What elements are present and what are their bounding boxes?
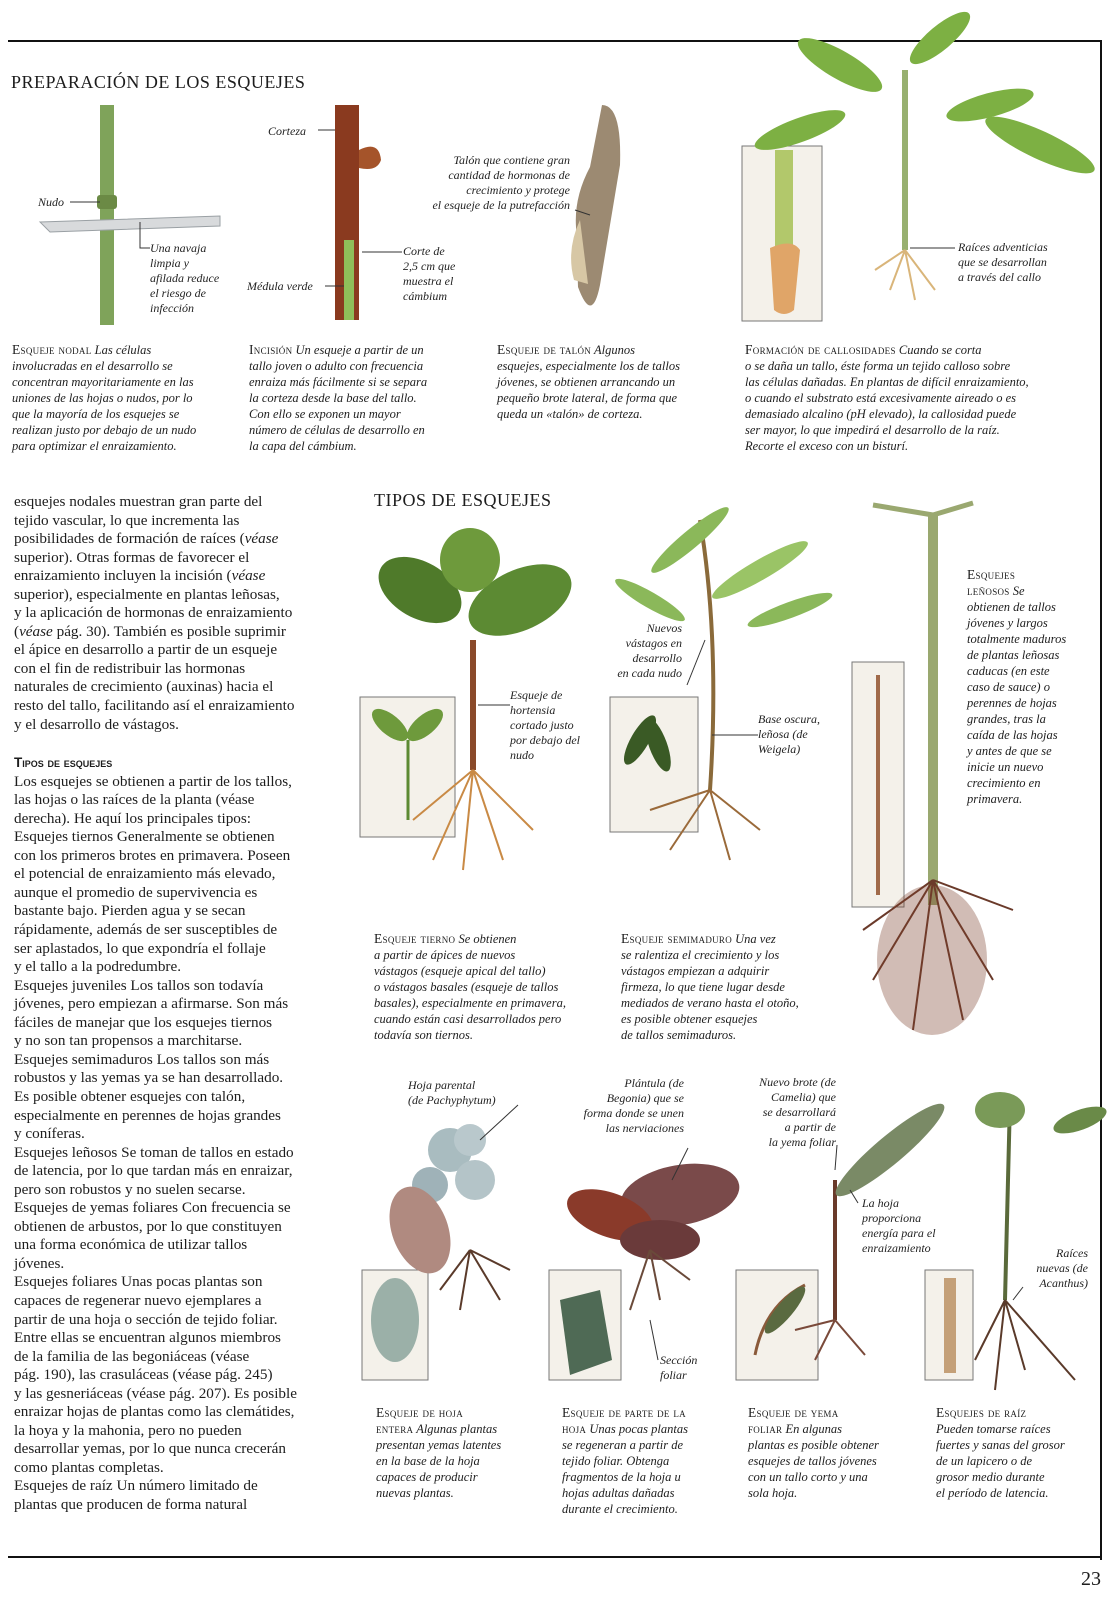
heel-cutting-illustration (571, 105, 620, 306)
label-medula: Médula verde (247, 279, 313, 293)
label-corte: Corte de 2,5 cm que muestra el cámbium (403, 244, 456, 303)
section-title-preparacion: PREPARACIÓN DE LOS ESQUEJES (11, 72, 306, 92)
caption-esqueje-semimaduro: Esqueje semimaduro Una vez se ralentiza el crecimiento y los vástagos empiezan a adquirir firmeza, lo que tiene lugar desde mediados de verano hasta el otoño, es posible obtener esquejes de tallos semimaduros. (621, 931, 799, 1042)
caption-esquejes-lenosos: Esquejes leñosos Se obtienen de tallos jóvenes y largos totalmente maduros de plantas leñosas caducas (en este caso de sauce) o perennes de hojas grandes, tras la caída de las hojas y antes de que se inicie un nuevo crecimiento en primavera. (967, 567, 1067, 806)
label-raices-adventicias: Raíces adventicias que se desarrollan a través del callo (958, 240, 1048, 284)
caption-esqueje-nodal: Esqueje nodal Las células involucradas en el desarrollo se concentran mayoritariamente en las uniones de las hojas o nudos, por lo que la mayoría de los esquejes se realizan justo por debajo de un nudo para optimizar el enraizamiento. (12, 342, 197, 453)
label-hortensia: Esqueje de hortensia cortado justo por debajo del nudo (510, 688, 580, 762)
section-title-tipos: TIPOS DE ESQUEJES (374, 490, 552, 510)
caption-esqueje-talon: Esqueje de talón Algunos esquejes, especialmente los de tallos jóvenes, se obtienen arrancando un pequeño brote lateral, de forma que queda un «talón» de corteza. (497, 342, 680, 421)
pachyphytum-leaf-illustration (362, 1124, 510, 1380)
label-seccion-foliar: Sección foliar (660, 1353, 698, 1382)
begonia-leaf-illustration (549, 1155, 744, 1380)
body-text-column (14, 493, 354, 1515)
caption-parte-hoja: Esqueje de parte de la hoja Unas pocas plantas se regeneran a partir de tejido foliar. Obtenga fragmentos de la hoja u hojas adultas dañadas durante el crecimiento. (562, 1405, 688, 1516)
label-base-oscura: Base oscura, leñosa (de Weigela) (758, 712, 820, 756)
body-paragraph-2: Los esquejes se obtienen a partir de los tallos, las hojas o las raíces de la planta (véase derecha). He aquí los principales tipos: Esquejes tiernos Generalmente se obtienen con los primeros brotes en primavera. Poseen el potencial de enraizamiento más elevado, aunque el promedio de supervivencia es bastante bajo. Pierden agua y se secan rápidamente, además de ser susceptibles de ser aplastados, lo que expondría el follaje y el tallo a la podredumbre. Esquejes juveniles Los tallos son todavía jóvenes, pero empiezan a afirmarse. Son más fáciles de manejar que los esquejes tiernos y no son tan propensos a marchitarse. Esquejes semimaduros Los tallos son más robustos y las yemas ya se han desarrollado. Es posible obtener esquejes con talón, especialmente en perennes de hojas grandes y coníferas. Esquejes leñosos Se toman de tallos en estado de latencia, por lo que tardan más en enraizar, pero son robustos y no suelen secarse. Esquejes de yemas foliares Con frecuencia se obtienen de arbustos, por lo que constituyen una forma económica de utilizar tallos jóvenes. Esquejes foliares Unas pocas plantas son capaces de regenerar nuevo ejemplares a partir de una hoja o sección de tejido foliar. Entre ellas se encuentran algunos miembros de la familia de las begoniáceas (véase pág. 190), las crasuláceas (véase pág. 245) y las gesneriáceas (véase pág. 207). Es posible enraizar hojas de plantas como las clemátides, la hoya y la mahonia, pero no pueden desarrollar yemas, por lo que nunca crecerán como plantas completas. Esquejes de raíz Un número limitado de plantas que producen de forma natural (14, 772, 297, 1513)
label-raices-nuevas: Raíces nuevas (de Acanthus) (1036, 1246, 1088, 1290)
label-plantula: Plántula (de Begonia) que se forma donde se unen las nerviaciones (583, 1076, 684, 1135)
caption-hoja-entera: Esqueje de hoja entera Algunas plantas presentan yemas latentes en la base de la hoja capaces de producir nuevas plantas. (376, 1405, 502, 1500)
label-nuevo-brote: Nuevo brote (de Camelia) que se desarrollará a partir de la yema foliar (759, 1075, 836, 1149)
label-corteza: Corteza (268, 124, 307, 138)
subheading-tipos: Tipos de esquejes (14, 755, 113, 771)
body-paragraph-1: esquejes nodales muestran gran parte del tejido vascular, lo que incrementa las posibilidades de formación de raíces (véase superior). Otras formas de favorecer el enraizamiento incluyen la incisión (véase superior), especialmente en plantas leñosas, y la aplicación de hormonas de enraizamiento (véase pág. 30). También es posible suprimir el ápice en desarrollo a partir de un esqueje con el fin de redistribuir las hormonas naturales de crecimiento (auxinas) hacia el resto del tallo, facilitando así el enraizamiento y el desarrollo de vástagos. (14, 493, 295, 733)
label-talon: Talón que contiene gran cantidad de hormonas de crecimiento y protege el esqueje de la putrefacción (432, 153, 570, 212)
label-nudo: Nudo (38, 195, 65, 209)
caption-esquejes-raiz: Esquejes de raíz Pueden tomarse raíces fuertes y sanas del grosor de un lapicero o de grosor medio durante el período de latencia. (936, 1405, 1065, 1500)
incision-stem-illustration (335, 105, 381, 320)
label-nuevos-vastagos: Nuevos vástagos en desarrollo en cada nudo (617, 621, 682, 680)
caption-incision: Incisión Un esqueje a partir de un tallo joven o adulto con frecuencia enraiza más fácilmente si se separa la corteza desde la base del tallo. Con ello se exponen un mayor número de células de desarrollo en la capa del cámbium. (249, 342, 428, 453)
label-hoja-parental: Hoja parental (de Pachyphytum) (408, 1078, 496, 1107)
caption-esqueje-tierno: Esqueje tierno Se obtienen a partir de ápices de nuevos vástagos (esqueje apical del tallo) o vástagos basales (esqueje de tallos basales), especialmente en primavera, cuando están casi desarrollados pero todavía son tiernos. (374, 931, 566, 1042)
caption-callosidades: Formación de callosidades Cuando se corta o se daña un tallo, éste forma un tejido calloso sobre las células dañadas. En plantas de difícil enraizamiento, o cuando el substrato está excesivamente aireado o es demasiado alcalino (pH elevado), la callosidad puede ser mayor, lo que impedirá el desarrollo de la raíz. Recorte el exceso con un bisturí. (745, 342, 1029, 453)
label-hoja-energia: La hoja proporciona energía para el enraizamiento (862, 1196, 936, 1255)
label-navaja: Una navaja limpia y afilada reduce el riesgo de infección (150, 241, 220, 315)
page-number: 23 (1081, 1568, 1101, 1590)
caption-yema-foliar: Esqueje de yema foliar En algunas plantas es posible obtener esquejes de tallos jóvenes con un tallo corto y una sola hoja. (748, 1405, 879, 1500)
